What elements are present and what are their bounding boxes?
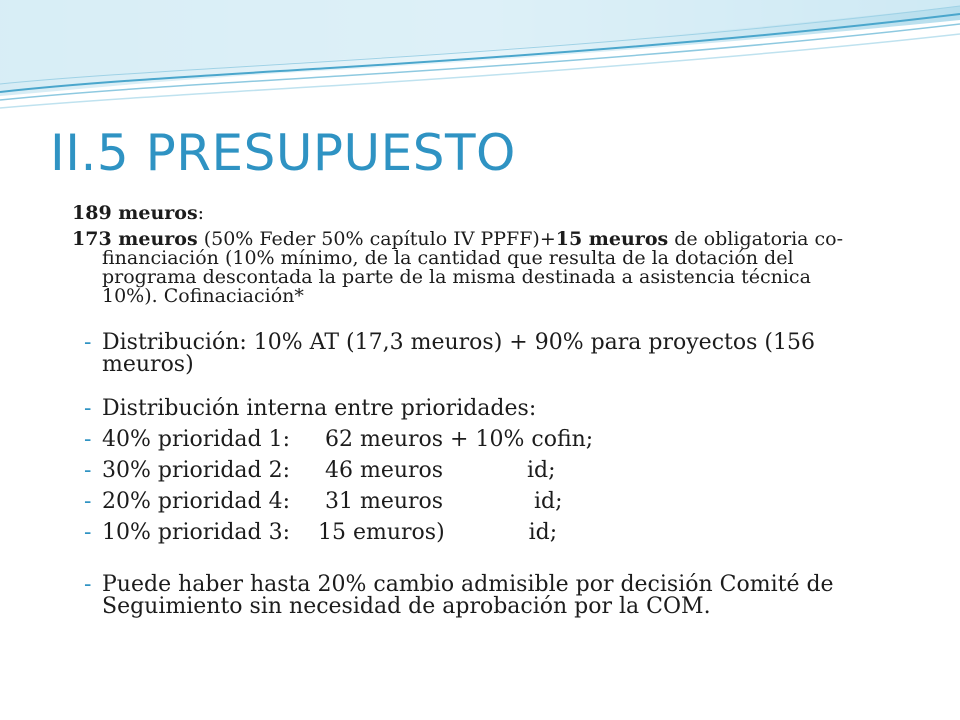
list-item-text: 10% prioridad 3: 15 emuros) id;	[102, 520, 558, 545]
total-budget-line	[72, 200, 862, 226]
list-item-text: 20% prioridad 4: 31 meuros id;	[102, 489, 563, 514]
bullet-dash: -	[84, 520, 92, 545]
bullet-dash: -	[84, 427, 92, 452]
feder-detail: (50% Feder 50% capítulo IV PPFF)+	[197, 228, 556, 250]
bullet-dash: -	[84, 458, 92, 483]
list-item	[72, 491, 862, 513]
feder-amount: 173 meuros	[72, 228, 198, 250]
budget-breakdown-paragraph	[72, 230, 862, 306]
total-budget-colon: :	[197, 202, 205, 224]
list-item-text: Distribución: 10% AT (17,3 meuros) + 90% para proyectos (156 meuros)	[102, 330, 815, 377]
total-budget-amount: 189 meuros	[72, 202, 198, 224]
cofinancing-detail: de obligatoria co-financiación (10% mínimo, de la cantidad que resulta de la dotación del programa descontada la parte de la misma destinada a asistencia técnica 10%). Cofinaciación*	[102, 228, 844, 307]
list-item	[72, 332, 862, 376]
list-item-text: 40% prioridad 1: 62 meuros + 10% cofin;	[102, 427, 594, 452]
header-wave-decoration	[0, 0, 960, 130]
list-item-text: 30% prioridad 2: 46 meuros id;	[102, 458, 556, 483]
slide-body	[72, 200, 862, 618]
cofinancing-amount: 15 meuros	[555, 228, 669, 250]
list-item	[72, 574, 862, 618]
bullet-dash: -	[84, 396, 92, 421]
list-item-text: Puede haber hasta 20% cambio admisible por decisión Comité de Seguimiento sin necesidad de aprobación por la COM.	[102, 572, 834, 619]
list-item	[72, 429, 862, 451]
list-item	[72, 460, 862, 482]
slide-title: II.5 PRESUPUESTO	[50, 124, 516, 182]
bullet-dash: -	[84, 489, 92, 514]
bullet-dash: -	[84, 572, 92, 597]
bullet-list	[72, 332, 862, 618]
list-item	[72, 398, 862, 420]
list-item-text: Distribución interna entre prioridades:	[102, 396, 537, 421]
list-item	[72, 522, 862, 544]
bullet-dash: -	[84, 330, 92, 355]
